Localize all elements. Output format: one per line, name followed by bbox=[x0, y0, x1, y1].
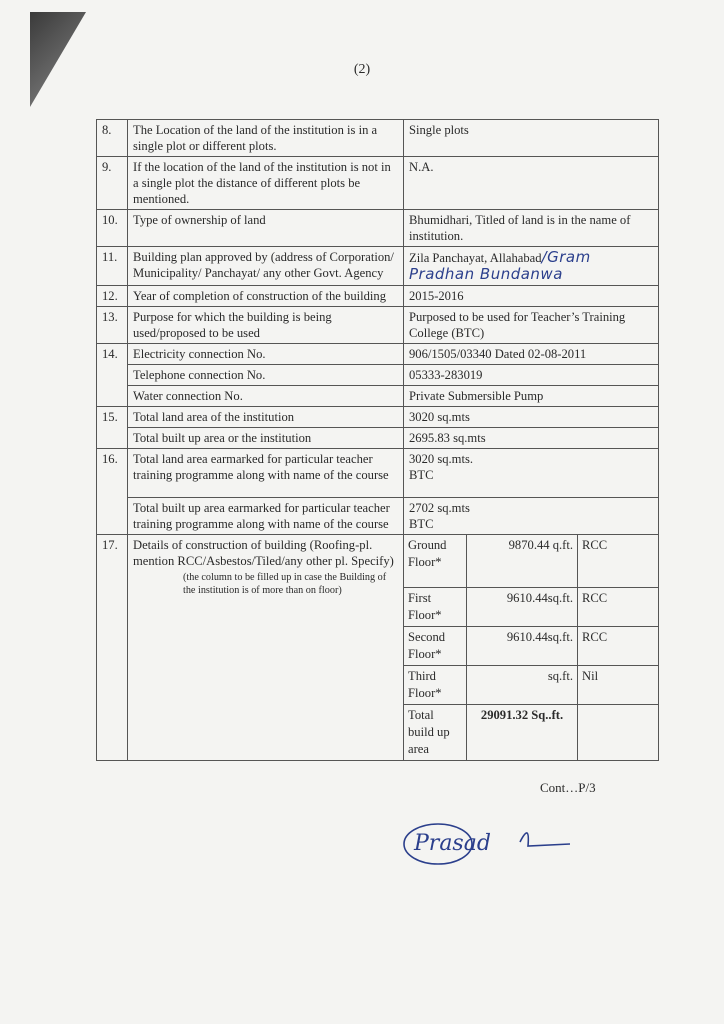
institution-details-table bbox=[96, 119, 659, 761]
row-value bbox=[404, 449, 659, 498]
signature-text: Prasad bbox=[414, 831, 491, 856]
floor-name: Third Floor* bbox=[404, 666, 467, 705]
row-value: 05333-283019 bbox=[404, 365, 659, 386]
row-value: N.A. bbox=[404, 157, 659, 210]
row-value: Single plots bbox=[404, 120, 659, 157]
handwritten-note: /Gram Pradhan Bundanwa bbox=[409, 248, 591, 283]
row-label bbox=[128, 535, 404, 761]
row-label: Total land area of the institution bbox=[128, 407, 404, 428]
floor-name: Second Floor* bbox=[404, 627, 467, 666]
floor-area: 9610.44sq.ft. bbox=[467, 588, 578, 627]
row-value: 906/1505/03340 Dated 02-08-2011 bbox=[404, 344, 659, 365]
table-row bbox=[97, 535, 659, 761]
row-value: Bhumidhari, Titled of land is in the name of institution. bbox=[404, 210, 659, 247]
floor-details-table bbox=[404, 535, 658, 760]
floor-row bbox=[404, 588, 658, 627]
table-row bbox=[97, 247, 659, 286]
row-label: Total built up area or the institution bbox=[128, 428, 404, 449]
roofing-type: RCC bbox=[578, 535, 659, 588]
table-subrow bbox=[97, 428, 659, 449]
table-row bbox=[97, 210, 659, 247]
continuation-note: Cont…P/3 bbox=[540, 780, 596, 795]
course-name: BTC bbox=[409, 517, 434, 531]
floor-name: Total build up area bbox=[404, 705, 467, 761]
total-area: 29091.32 Sq..ft. bbox=[467, 705, 578, 761]
page-number: (2) bbox=[353, 62, 371, 77]
row-number: 10. bbox=[97, 210, 128, 247]
row-value: Purposed to be used for Teacher’s Training College (BTC) bbox=[404, 307, 659, 344]
roofing-type bbox=[578, 705, 659, 761]
table-row bbox=[97, 120, 659, 157]
floor-row bbox=[404, 627, 658, 666]
row-label: Water connection No. bbox=[128, 386, 404, 407]
table-row bbox=[97, 344, 659, 365]
area-value: 2702 sq.mts bbox=[409, 501, 470, 515]
floor-area: 9870.44 q.ft. bbox=[467, 535, 578, 588]
construction-details-label: Details of construction of building (Roofing-pl. mention RCC/Asbestos/Tiled/any other pl. Specify) bbox=[133, 538, 394, 568]
row-number: 11. bbox=[97, 247, 128, 286]
row-label: Year of completion of construction of the building bbox=[128, 286, 404, 307]
row-number: 13. bbox=[97, 307, 128, 344]
course-name: BTC bbox=[409, 468, 434, 482]
approval-authority: Zila Panchayat, Allahabad bbox=[409, 251, 542, 265]
row-value: Private Submersible Pump bbox=[404, 386, 659, 407]
row-label: Telephone connection No. bbox=[128, 365, 404, 386]
construction-note: (the column to be filled up in case the Building of the institution is of more than on floor) bbox=[183, 572, 387, 596]
table-row bbox=[97, 157, 659, 210]
row-label: Type of ownership of land bbox=[128, 210, 404, 247]
table-row bbox=[97, 407, 659, 428]
roofing-type: Nil bbox=[578, 666, 659, 705]
row-number: 16. bbox=[97, 449, 128, 535]
row-number: 9. bbox=[97, 157, 128, 210]
roofing-type: RCC bbox=[578, 627, 659, 666]
table-subrow bbox=[97, 386, 659, 407]
floor-area: sq.ft. bbox=[467, 666, 578, 705]
table-subrow bbox=[97, 365, 659, 386]
floor-name: First Floor* bbox=[404, 588, 467, 627]
table-row bbox=[97, 449, 659, 498]
floor-name: Ground Floor* bbox=[404, 535, 467, 588]
floor-details-cell bbox=[404, 535, 659, 761]
floor-row bbox=[404, 705, 658, 761]
row-label: Electricity connection No. bbox=[128, 344, 404, 365]
roofing-type: RCC bbox=[578, 588, 659, 627]
row-value bbox=[404, 247, 659, 286]
table-row bbox=[97, 307, 659, 344]
floor-row bbox=[404, 666, 658, 705]
row-label: Building plan approved by (address of Corporation/ Municipality/ Panchayat/ any other Govt. Agency bbox=[128, 247, 404, 286]
row-label: If the location of the land of the institution is not in a single plot the distance of different plots be mentioned. bbox=[128, 157, 404, 210]
row-value bbox=[404, 498, 659, 535]
row-label: Total land area earmarked for particular teacher training programme along with name of the course bbox=[128, 449, 404, 498]
signature bbox=[400, 812, 580, 872]
row-label: The Location of the land of the institution is in a single plot or different plots. bbox=[128, 120, 404, 157]
row-label: Purpose for which the building is being used/proposed to be used bbox=[128, 307, 404, 344]
row-number: 15. bbox=[97, 407, 128, 449]
row-number: 17. bbox=[97, 535, 128, 761]
table-row bbox=[97, 286, 659, 307]
row-number: 8. bbox=[97, 120, 128, 157]
row-value: 2695.83 sq.mts bbox=[404, 428, 659, 449]
table-subrow bbox=[97, 498, 659, 535]
row-value: 2015-2016 bbox=[404, 286, 659, 307]
floor-row bbox=[404, 535, 658, 588]
floor-area: 9610.44sq.ft. bbox=[467, 627, 578, 666]
area-value: 3020 sq.mts. bbox=[409, 452, 474, 466]
row-number: 14. bbox=[97, 344, 128, 407]
row-label: Total built up area earmarked for particular teacher training programme along with name of the course bbox=[128, 498, 404, 535]
row-number: 12. bbox=[97, 286, 128, 307]
scan-corner-shadow bbox=[30, 12, 86, 107]
row-value: 3020 sq.mts bbox=[404, 407, 659, 428]
